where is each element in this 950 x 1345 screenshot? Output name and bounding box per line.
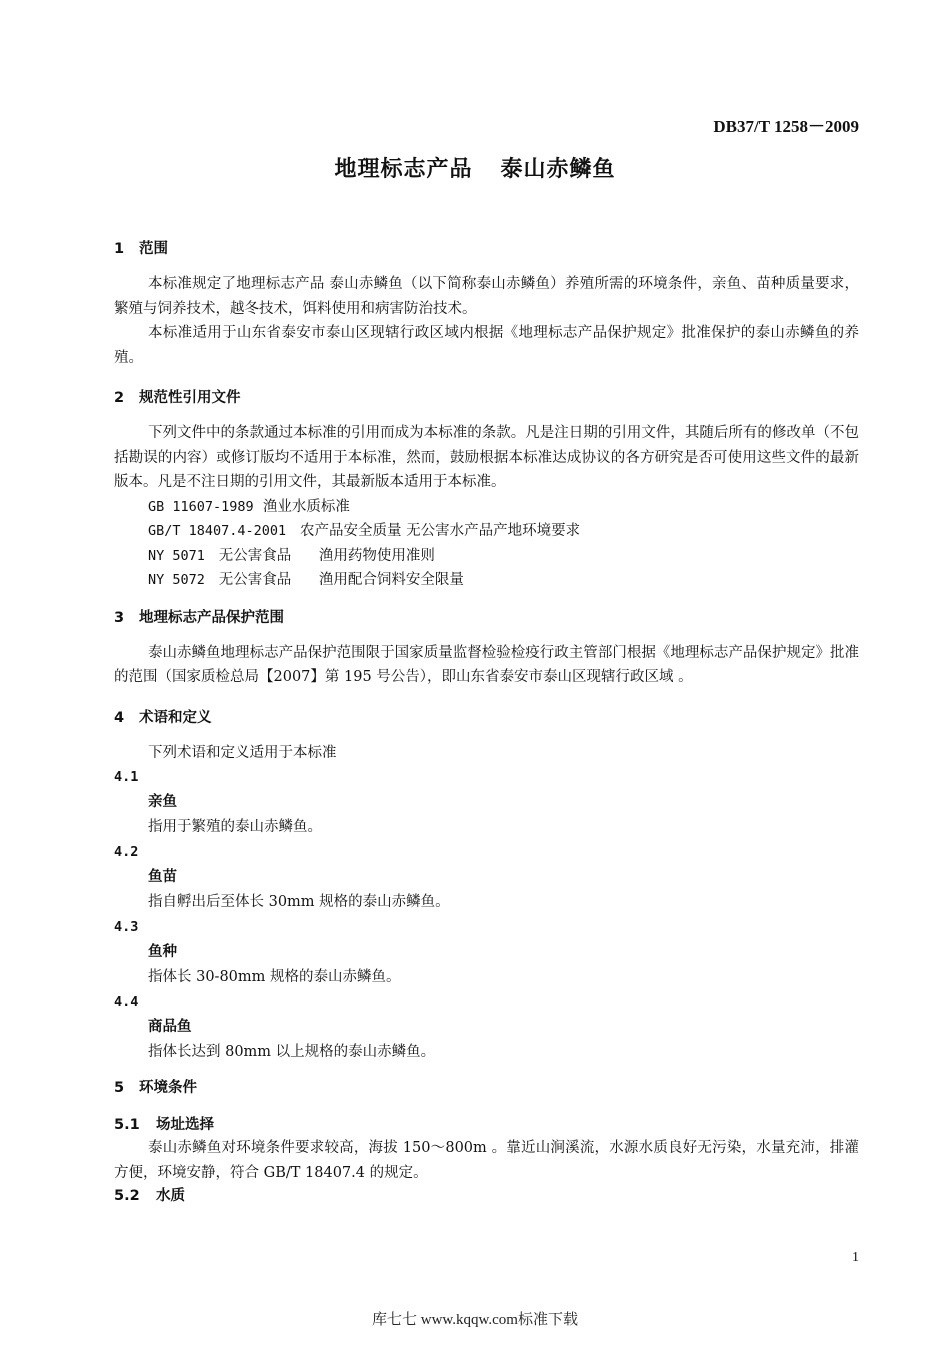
- term-name: 亲鱼: [148, 794, 177, 810]
- page-number: 1: [852, 1250, 859, 1265]
- term-number: 4.1: [114, 769, 139, 785]
- section-3-heading: 3 地理标志产品保护范围: [114, 609, 284, 626]
- term-name: 鱼苗: [148, 869, 177, 885]
- section-3-paragraph-1: 泰山赤鳞鱼地理标志产品保护范围限于国家质量监督检验检疫行政主管部门根据《地理标志产品保护规定》批准的范围（国家质检总局【2007】第 195 号公告），即山东省泰安市泰山区现辖行政区域 。: [114, 644, 859, 685]
- term-definition: 指体长 30-80mm 规格的泰山赤鳞鱼。: [148, 969, 401, 985]
- reference-item: NY 5071 无公害食品 渔用药物使用准则: [148, 547, 435, 564]
- reference-item: GB/T 18407.4-2001 农产品安全质量 无公害水产品产地环境要求: [148, 523, 581, 539]
- reference-item: GB 11607-1989 渔业水质标准: [148, 498, 350, 515]
- section-5-1-heading: 5.1 场址选择: [114, 1117, 214, 1133]
- term-number: 4.4: [114, 994, 139, 1010]
- footer-watermark: 库七七 www.kqqw.com标准下载: [372, 1312, 578, 1328]
- section-5-1-paragraph: 泰山赤鳞鱼对环境条件要求较高，海拔 150～800m 。靠近山涧溪流，水源水质良好无污染，水量充沛，排灌方便，环境安静，符合 GB/T 18407.4 的规定。: [114, 1140, 859, 1181]
- term-number: 4.2: [114, 844, 139, 860]
- section-2-paragraph-1: 下列文件中的条款通过本标准的引用而成为本标准的条款。凡是注日期的引用文件，其随后所有的修改单（不包括勘误的内容）或修订版均不适用于本标准，然而，鼓励根据本标准达成协议的各方研究是否可使用这些文件的最新版本。凡是不注日期的引用文件，其最新版本适用于本标准。: [114, 425, 859, 490]
- title-part1: 地理标志产品: [334, 157, 473, 182]
- section-1-heading: 1 范围: [114, 241, 168, 257]
- title-part2: 泰山赤鳞鱼: [500, 157, 616, 182]
- reference-item: NY 5072 无公害食品 渔用配合饲料安全限量: [148, 572, 464, 588]
- term-definition: 指体长达到 80mm 以上规格的泰山赤鳞鱼。: [148, 1044, 436, 1060]
- term-name: 鱼种: [148, 944, 177, 960]
- term-name: 商品鱼: [148, 1019, 192, 1035]
- section-2-heading: 2 规范性引用文件: [114, 390, 241, 406]
- section-4-heading: 4 术语和定义: [114, 709, 212, 726]
- section-1-paragraph-2: 本标准适用于山东省泰安市泰山区现辖行政区域内根据《地理标志产品保护规定》批准保护的泰山赤鳞鱼的养殖。: [114, 325, 859, 366]
- term-number: 4.3: [114, 919, 139, 935]
- section-4-intro: 下列术语和定义适用于本标准: [148, 744, 337, 761]
- document-title: [0, 152, 950, 183]
- document-body: [114, 238, 859, 1207]
- term-definition: 指自孵出后至体长 30mm 规格的泰山赤鳞鱼。: [148, 894, 450, 910]
- section-5-heading: 5 环境条件: [114, 1080, 197, 1096]
- section-1-paragraph-1: 本标准规定了地理标志产品 泰山赤鳞鱼（以下简称泰山赤鳞鱼）养殖所需的环境条件，亲鱼、苗种质量要求，繁殖与饲养技术，越冬技术，饵料使用和病害防治技术。: [114, 276, 859, 317]
- standard-code: DB37/T 1258－2009: [713, 117, 859, 136]
- section-5-2-heading: 5.2 水质: [114, 1188, 185, 1204]
- term-definition: 指用于繁殖的泰山赤鳞鱼。: [148, 819, 322, 835]
